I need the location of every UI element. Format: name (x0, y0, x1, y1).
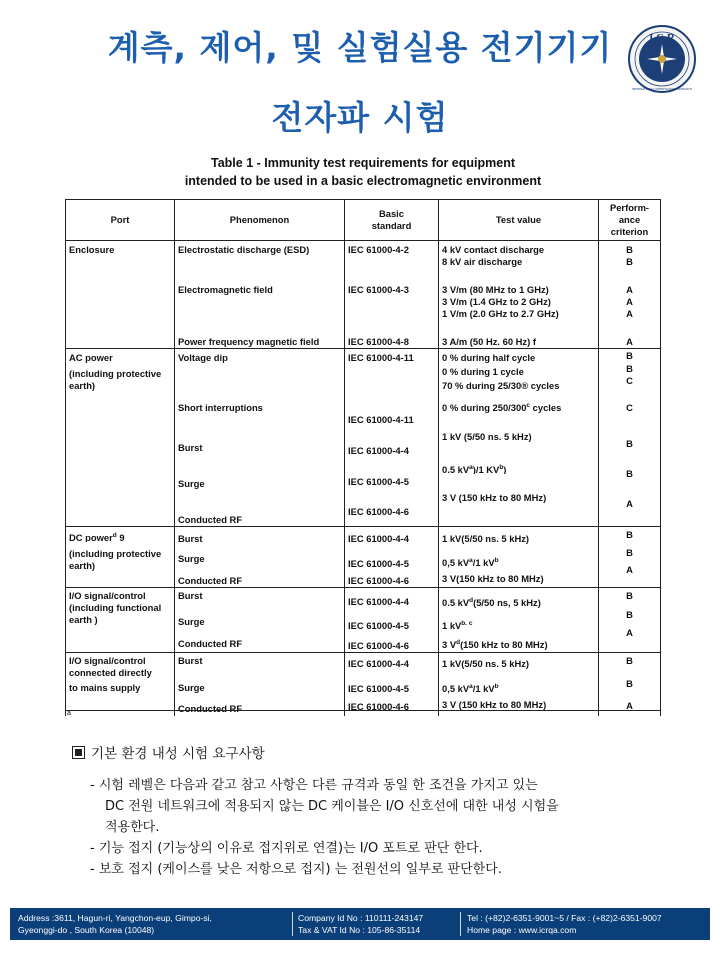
table-header-row (66, 200, 661, 241)
section-heading-text: 기본 환경 내성 시험 요구사항 (91, 746, 265, 762)
port-dc-2: (including protective (69, 548, 162, 559)
page-title-line1: 계측, 제어, 및 실험실용 전기기기 (107, 28, 613, 67)
port-enclosure: Enclosure (69, 244, 115, 255)
section-heading (72, 742, 265, 762)
val-surge-io (442, 618, 595, 632)
std-surge-dc: IEC 61000-4-5 (348, 558, 409, 569)
bullet-3: - 보호 접지 (케이스를 낮은 저항으로 접지) 는 전원선의 일부로 판단한다. (90, 862, 502, 877)
crit-emf-3: A (626, 308, 633, 319)
table-footnote-mark: a (67, 710, 71, 717)
table-row-dc-power (66, 527, 661, 588)
port-io-2: (including functional (69, 602, 162, 613)
logo-ring-text: INTERNATIONAL CERTIFICATION RESEARCH (631, 87, 693, 91)
crit-dip-3: C (626, 375, 633, 386)
val-surge-ac-sup-b: b (499, 464, 504, 471)
std-dip: IEC 61000-4-11 (348, 352, 414, 363)
crit-si: C (626, 402, 633, 413)
crit-crf-io: A (626, 627, 633, 638)
val-crf-dc: 3 V(150 kHz to 80 MHz) (442, 573, 544, 584)
val-surge-ac (442, 462, 595, 474)
crit-surge-ac: B (626, 468, 633, 479)
val-crf-iom: 3 V (150 kHz to 80 MHz) (442, 699, 547, 710)
val-crf-ac: 3 V (150 kHz to 80 MHz) (442, 492, 547, 503)
port-dc-sup: d (112, 532, 117, 539)
col-basic-line1: Basic (378, 208, 405, 219)
val-esd-1: 4 kV contact discharge (442, 244, 545, 255)
val-pfm: 3 A/m (50 Hz. 60 Hz) f (442, 336, 536, 347)
crit-esd-1: B (626, 244, 633, 255)
phen-surge-iom: Surge (178, 682, 205, 693)
port-ac-3: earth) (69, 380, 96, 391)
phen-surge-io: Surge (178, 616, 205, 627)
val-surge-dc (442, 555, 595, 570)
footer-address-line1: Address :3611, Hagun-ri, Yangchon-eup, Gimpo-si, (18, 913, 212, 923)
phen-si: Short interruptions (178, 402, 263, 413)
footer-company-line2: Tax & VAT Id No : 105-86-35114 (298, 925, 421, 935)
val-burst-iom: 1 kV(5/50 ns. 5 kHz) (442, 658, 530, 669)
bullet-1-line3: 적용한다. (105, 820, 160, 835)
footer-contact (467, 912, 662, 936)
val-esd-2: 8 kV air discharge (442, 256, 523, 267)
phen-esd: Electrostatic discharge (ESD) (178, 244, 310, 255)
col-port: Port (66, 200, 175, 241)
phen-emf: Electromagnetic field (178, 284, 273, 295)
crit-crf-dc: A (626, 564, 633, 575)
footer-tel: Tel : (+82)2-6351-9001~5 / Fax : (+82)2-6351-9007 (467, 913, 662, 923)
std-surge-iom: IEC 61000-4-5 (348, 683, 409, 694)
crit-pfm: A (626, 336, 633, 347)
crit-dip-2: B (626, 363, 633, 374)
std-crf-iom: IEC 61000-4-6 (348, 701, 409, 712)
crit-surge-io: B (626, 609, 633, 620)
port-iom-3: to mains supply (69, 682, 141, 693)
phen-dip: Voltage dip (178, 352, 228, 363)
crit-crf-ac: A (626, 498, 633, 509)
std-si: IEC 61000-4-11 (348, 414, 414, 425)
std-burst-io: IEC 61000-4-4 (348, 596, 409, 607)
std-esd: IEC 61000-4-2 (348, 244, 409, 255)
val-dip-2: 0 % during 1 cycle (442, 366, 524, 377)
val-surge-dc-sup-b: b (494, 557, 499, 564)
icr-logo (627, 24, 697, 94)
crit-burst-ac: B (626, 438, 633, 449)
table-caption (0, 154, 720, 190)
val-crf-io-a: 3 V (442, 639, 457, 650)
val-si-suffix: cycles (530, 402, 562, 413)
std-burst-iom: IEC 61000-4-4 (348, 658, 409, 669)
phen-burst-iom: Burst (178, 655, 203, 666)
footer-divider (460, 912, 461, 936)
footer-address-line2: Gyeonggi-do , South Korea (10048) (18, 925, 155, 935)
val-surge-iom-sup-b: b (494, 683, 499, 690)
std-burst-dc: IEC 61000-4-4 (348, 533, 409, 544)
phen-surge-dc: Surge (178, 553, 205, 564)
phen-crf-dc: Conducted RF (178, 575, 243, 586)
val-crf-io (442, 637, 595, 650)
col-phenomenon: Phenomenon (175, 200, 345, 241)
port-dc-1 (69, 530, 171, 542)
std-burst-ac: IEC 61000-4-4 (348, 445, 409, 456)
val-dip-1: 0 % during half cycle (442, 352, 536, 363)
bullet-1-line2: DC 전원 네트워크에 적용되지 않는 DC 케이블은 I/O 신호선에 대한 내성 시험을 (105, 799, 559, 814)
port-ac-2: (including protective (69, 368, 162, 379)
val-burst-io-b: (5/50 ns, 5 kHz) (473, 597, 541, 608)
table-caption-line2: intended to be used in a basic electromagnetic environment (184, 174, 542, 188)
std-surge-io: IEC 61000-4-5 (348, 620, 409, 631)
phen-surge-ac: Surge (178, 478, 205, 489)
val-crf-io-b: (150 kHz to 80 MHz) (460, 639, 548, 650)
table-caption-line1: Table 1 - Immunity test requirements for equipment (211, 156, 515, 170)
crit-burst-dc: B (626, 529, 633, 540)
port-dc-3: earth) (69, 560, 96, 571)
std-surge-ac: IEC 61000-4-5 (348, 476, 409, 487)
table-row-enclosure (66, 241, 661, 349)
port-dc-suffix: 9 (116, 532, 125, 542)
val-si (442, 400, 595, 414)
std-pfm: IEC 61000-4-8 (348, 336, 409, 347)
val-burst-dc: 1 kV(5/50 ns. 5 kHz) (442, 533, 530, 544)
square-bullet-icon (72, 746, 85, 759)
std-crf-io: IEC 61000-4-6 (348, 640, 409, 651)
footer-company-line1: Company Id No : 110111-243147 (298, 913, 424, 923)
footer-company (298, 912, 423, 936)
val-surge-io-sup: b. c (461, 620, 473, 627)
phen-burst-dc: Burst (178, 533, 203, 544)
col-basic-standard (345, 200, 439, 241)
port-iom-1: I/O signal/control (69, 655, 146, 666)
val-dip-3-mark: ® (521, 380, 529, 391)
crit-burst-io: B (626, 590, 633, 601)
phen-crf-ac: Conducted RF (178, 514, 243, 525)
val-burst-io (442, 595, 595, 608)
val-dip-3 (442, 380, 595, 392)
footer-divider (292, 912, 293, 936)
val-surge-dc-a: 0,5 kV (442, 557, 470, 568)
port-dc-1-main: DC power (69, 532, 113, 542)
val-surge-dc-b: /1 kV (472, 557, 495, 568)
phen-burst-ac: Burst (178, 442, 203, 453)
col-test-value: Test value (439, 200, 599, 241)
col-criterion (599, 200, 661, 241)
std-emf: IEC 61000-4-3 (348, 284, 409, 295)
val-emf-1: 3 V/m (80 MHz to 1 GHz) (442, 284, 549, 295)
val-dip-3-suffix: cycles (528, 380, 560, 391)
col-crit-line3: criterion (610, 226, 649, 237)
std-crf-dc: IEC 61000-4-6 (348, 575, 409, 586)
val-surge-iom-sup-a: a (469, 683, 473, 690)
val-crf-io-sup: d (456, 639, 461, 646)
table-row-io-mains (66, 653, 661, 717)
footer-address (18, 912, 212, 936)
bullet-1 (90, 775, 559, 838)
page-title-line2: 전자파 시험 (271, 98, 449, 137)
val-emf-2: 3 V/m (1.4 GHz to 2 GHz) (442, 296, 551, 307)
col-basic-line2: standard (371, 220, 412, 231)
phen-burst-io: Burst (178, 590, 203, 601)
col-crit-line1: Perform- (609, 202, 650, 213)
crit-burst-iom: B (626, 655, 633, 666)
crit-esd-2: B (626, 256, 633, 267)
crit-surge-dc: B (626, 547, 633, 558)
port-io-3: earth ) (69, 614, 98, 625)
crit-emf-2: A (626, 296, 633, 307)
immunity-table (65, 199, 661, 716)
val-burst-ac: 1 kV (5/50 ns. 5 kHz) (442, 431, 532, 442)
table-row-io-signal (66, 588, 661, 653)
footer-homepage[interactable]: Home page : www.icrqa.com (467, 925, 577, 935)
crit-emf-1: A (626, 284, 633, 295)
val-surge-iom (442, 681, 595, 695)
logo-text: I C R (649, 32, 675, 44)
val-surge-ac-c: ) (503, 464, 507, 474)
std-crf-ac: IEC 61000-4-6 (348, 506, 409, 517)
val-si-sup: c (526, 402, 531, 409)
val-burst-io-a: 0.5 kV (442, 597, 470, 608)
val-surge-dc-sup-a: a (469, 557, 473, 564)
val-surge-iom-b: /1 kV (472, 683, 495, 694)
port-ac-1: AC power (69, 352, 113, 363)
val-surge-iom-a: 0,5 kV (442, 683, 470, 694)
port-iom-2: connected directly (69, 667, 152, 678)
val-surge-ac-b: )/1 KV (472, 464, 500, 474)
crit-surge-iom: B (626, 678, 633, 689)
val-dip-3-main: 70 % during 25/30 (442, 380, 522, 391)
crit-dip-1: B (626, 350, 633, 361)
val-surge-ac-a: 0.5 kV (442, 464, 470, 474)
val-surge-ac-sup-a: a (469, 464, 473, 471)
phen-crf-io: Conducted RF (178, 638, 243, 649)
phen-crf-iom: Conducted RF (178, 703, 243, 714)
val-burst-io-sup: d (469, 597, 474, 604)
bullet-2: - 기능 접지 (기능상의 이유로 접지위로 연결)는 I/O 포트로 판단 한다. (90, 841, 483, 856)
bullet-1-line1: - 시험 레벨은 다음과 같고 참고 사항은 다른 규격과 동일 한 조건을 가지고 있는 (90, 778, 538, 793)
val-emf-3: 1 V/m (2.0 GHz to 2.7 GHz) (442, 308, 559, 319)
col-crit-line2: ance (618, 214, 641, 225)
val-surge-io-a: 1 kV (442, 620, 462, 631)
phen-pfm: Power frequency magnetic field (178, 336, 320, 347)
page-footer (10, 908, 710, 940)
port-io-1: I/O signal/control (69, 590, 146, 601)
table-row-ac-power (66, 349, 661, 527)
crit-crf-iom: A (626, 700, 633, 711)
table-bottom-rule (65, 710, 660, 711)
val-si-main: 0 % during 250/300 (442, 402, 527, 413)
